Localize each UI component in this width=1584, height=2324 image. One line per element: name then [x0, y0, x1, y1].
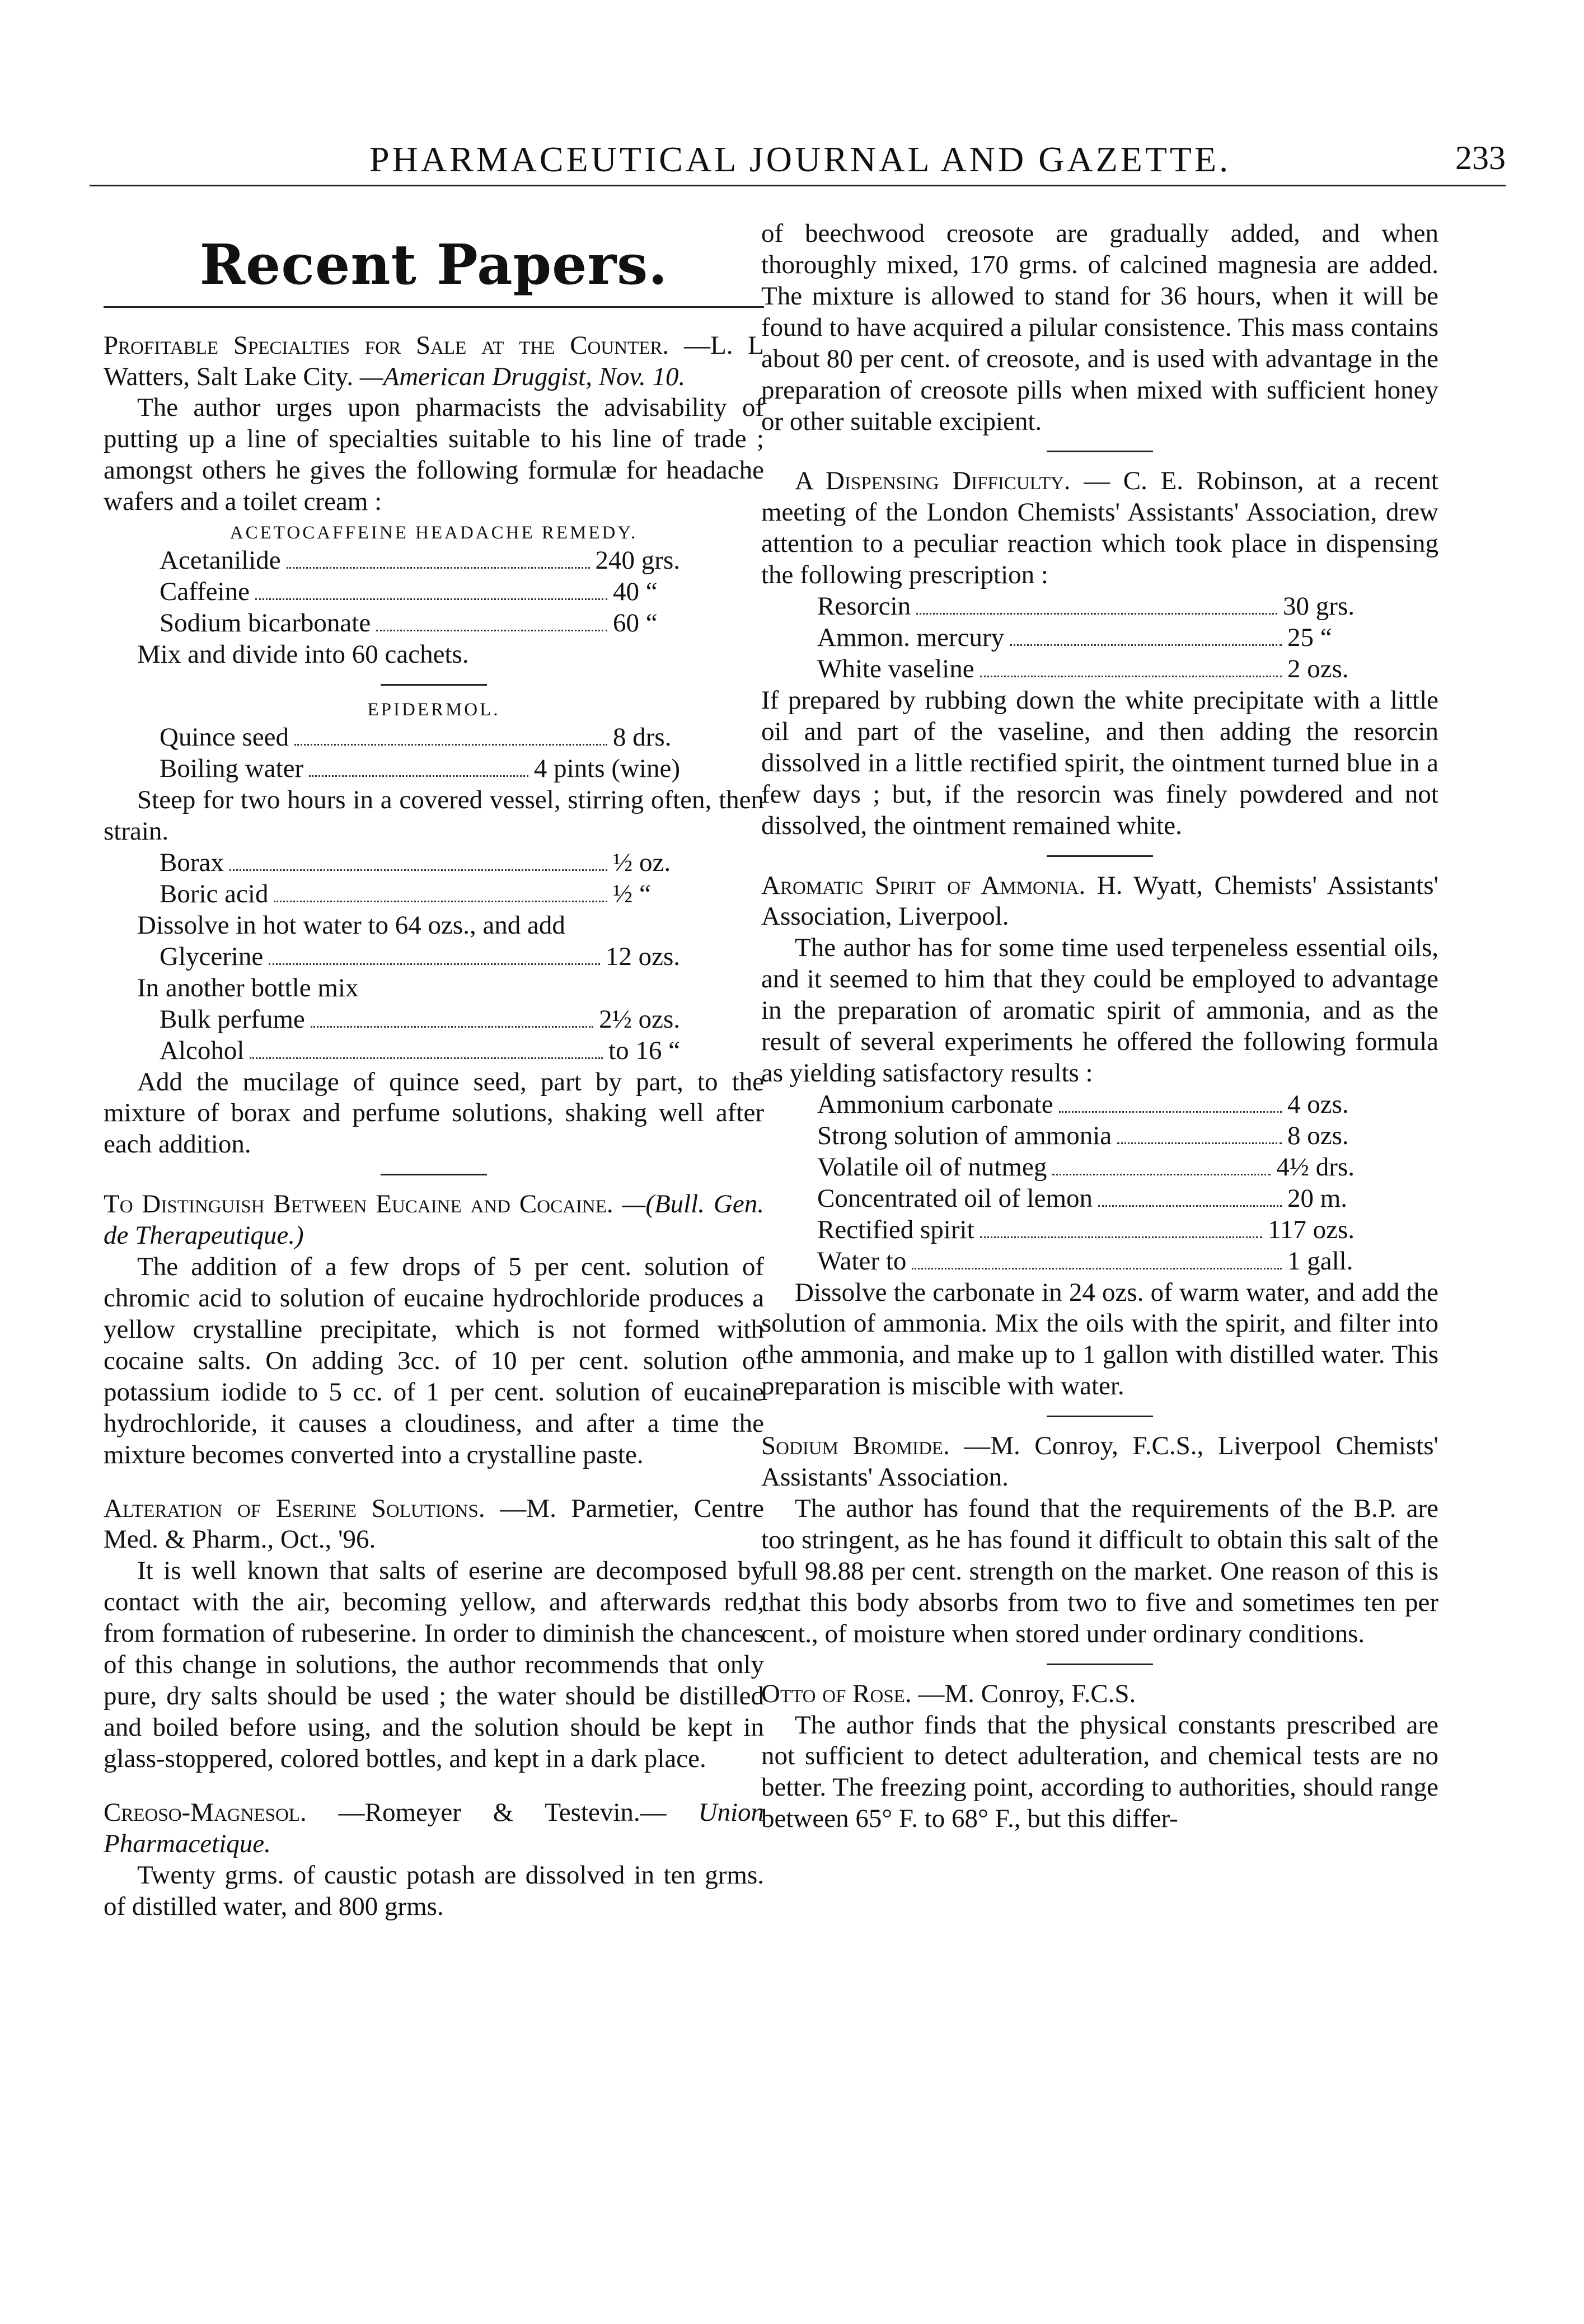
article-paragraph: Twenty grms. of caustic potash are dissolved in ten grms. of distilled water, and 800 grms.	[104, 1860, 764, 1921]
formula-ingredient: Quince seed	[160, 723, 289, 752]
formula-list	[104, 1004, 764, 1067]
formula-row	[817, 654, 1355, 685]
formula-quantity: to 16 “	[608, 1036, 680, 1065]
section-title-rule	[104, 306, 764, 308]
formula-row	[160, 1036, 680, 1067]
formula-instruction: Dissolve in hot water to 64 ozs., and add	[137, 910, 565, 940]
formula-row	[160, 847, 680, 879]
formula-row	[160, 879, 680, 910]
formula-quantity: 8 drs.	[613, 723, 672, 752]
running-header	[90, 139, 1506, 189]
dot-leader	[311, 1026, 593, 1028]
formula-quantity: 2½ ozs.	[599, 1004, 680, 1034]
dot-leader	[287, 567, 590, 569]
dot-leader	[980, 676, 1282, 677]
formula-ingredient: Volatile oil of nutmeg	[817, 1152, 1047, 1182]
formula-row	[817, 1152, 1355, 1183]
formula-row	[817, 591, 1355, 622]
formula-row	[817, 1246, 1355, 1277]
formula-list	[104, 545, 764, 639]
article-paragraph: The author finds that the physical constants prescribed are not sufficient to detect adulteration, and chemical tests are no better. The freezing point, according to authorities, should range between 65° F. to 68° F., but this differ-	[761, 1710, 1438, 1834]
article-heading	[761, 466, 1438, 591]
page-number: 233	[1455, 139, 1506, 176]
article-paragraph: It is well known that salts of eserine are decomposed by contact with the air, becoming yellow, and afterwards red, from formation of rubeserine. In order to diminish the chances of this change in solutions, the author recommends that only pure, dry salts should be used ; the water should be distilled and boiled before using, and the solution should be kept in glass-stoppered, colored bottles, and kept in a dark place.	[104, 1556, 764, 1773]
dot-leader	[309, 775, 528, 777]
formula-quantity: 4 ozs.	[1287, 1089, 1349, 1119]
dot-leader	[1059, 1111, 1282, 1113]
formula-row	[160, 577, 680, 608]
formula-quantity: 4½ drs.	[1276, 1152, 1355, 1182]
formula-heading: ACETOCAFFEINE HEADACHE REMEDY.	[229, 523, 638, 543]
dot-leader	[250, 1057, 603, 1059]
formula-row	[160, 753, 680, 785]
article-title: Profitable Specialties for Sale at the Counter.	[104, 330, 669, 360]
article-byline: —Romeyer & Testevin.—	[338, 1797, 667, 1827]
dot-leader	[1052, 1174, 1271, 1175]
separator-rule	[1047, 855, 1153, 857]
section-gap	[104, 1471, 764, 1493]
formula-quantity: 40 “	[613, 577, 658, 607]
formula-ingredient: Sodium bicarbonate	[160, 608, 371, 638]
dot-leader	[229, 869, 607, 871]
article-heading	[104, 1797, 764, 1860]
formula-row	[160, 722, 680, 753]
formula-quantity: 4 pints (wine)	[533, 754, 680, 784]
formula-ingredient: Boric acid	[160, 879, 269, 908]
formula-ingredient: Rectified spirit	[817, 1215, 974, 1244]
article-byline: —L. L Watters, Salt Lake City.	[104, 330, 765, 391]
formula-row	[817, 1183, 1355, 1215]
article-sodium-bromide	[761, 1431, 1438, 1650]
formula-list	[761, 1089, 1438, 1277]
formula-ingredient: Concentrated oil of lemon	[817, 1183, 1093, 1213]
article-byline: —M. Conroy, F.C.S., Liverpool Chemists' Assistants' Association.	[761, 1431, 1439, 1492]
article-paragraph: The author has found that the requirements of the B.P. are too stringent, as he has found it difficult to obtain this salt of the full 98.88 per cent. strength on the market. One reason of this is that this body absorbs from two to five and sometimes ten per cent., of moisture when stored under ordinary conditions.	[761, 1494, 1438, 1648]
article-dispensing-difficulty	[761, 466, 1438, 841]
article-eucaine-cocaine	[104, 1189, 764, 1470]
formula-row	[160, 1004, 680, 1036]
formula-list	[104, 847, 764, 910]
formula-row	[817, 1121, 1355, 1152]
formula-ingredient: Boiling water	[160, 754, 304, 784]
formula-ingredient: Caffeine	[160, 577, 250, 607]
formula-row	[160, 608, 680, 639]
article-paragraph: If prepared by rubbing down the white precipitate with a little oil and part of the vaseline, and then adding the resorcin dissolved in a little rectified spirit, the ointment turned blue in a few days ; but, if the resorcin was finely powdered and not dissolved, the ointment remained white.	[761, 685, 1438, 840]
formula-list	[104, 941, 764, 973]
article-aromatic-spirit	[761, 870, 1438, 1403]
dot-leader	[294, 744, 607, 746]
article-paragraph: The addition of a few drops of 5 per cent. solution of chromic acid to solution of eucaine hydrochloride produces a yellow crystalline precipitate, which is not formed with cocaine salts. On adding 3cc. of 10 per cent. solution of potassium iodide to 5 cc. of 1 per cent. solution of eucaine hydrochloride, it causes a cloudiness, and after a time the mixture becomes converted into a crystalline paste.	[104, 1252, 764, 1469]
separator-rule	[381, 1174, 487, 1175]
formula-row	[160, 545, 680, 577]
article-paragraph: — C. E. Robinson, at a recent meeting of the London Chemists' Assistants' Association, drew attention to a peculiar reaction which took place in dispensing the following prescription :	[761, 466, 1438, 590]
article-title: To Distinguish Between Eucaine and Cocaine.	[104, 1189, 613, 1219]
formula-ingredient: Bulk perfume	[160, 1004, 305, 1034]
article-byline: —M. Conroy, F.C.S.	[918, 1679, 1136, 1708]
formula-ingredient: Resorcin	[817, 592, 911, 621]
formula-ingredient: White vaseline	[817, 654, 974, 683]
article-title: Alteration of Eserine Solutions.	[104, 1493, 485, 1523]
right-column	[761, 218, 1438, 1835]
dot-leader	[980, 1236, 1262, 1238]
article-heading	[761, 870, 1438, 933]
formula-instruction: In another bottle mix	[137, 973, 359, 1002]
formula-quantity: 1 gall.	[1287, 1246, 1353, 1276]
formula-quantity: 25 “	[1287, 623, 1332, 653]
formula-ingredient: Water to	[817, 1246, 907, 1276]
formula-quantity: 8 ozs.	[1287, 1121, 1349, 1150]
formula-quantity: ½ “	[613, 879, 651, 908]
dot-leader	[255, 598, 607, 600]
article-eserine-solutions	[104, 1493, 764, 1775]
article-heading	[104, 330, 764, 393]
article-paragraph: Dissolve the carbonate in 24 ozs. of warm water, and add the solution of ammonia. Mix the oils with the spirit, and filter into the ammonia, and make up to 1 gallon with distilled water. This preparation is miscible with water.	[761, 1277, 1438, 1401]
article-heading	[104, 1189, 764, 1252]
section-gap	[104, 1775, 764, 1797]
formula-ingredient: Ammonium carbonate	[817, 1089, 1053, 1119]
formula-instruction: Steep for two hours in a covered vessel, stirring often, then strain.	[104, 785, 764, 846]
article-creoso-magnesol	[104, 1797, 764, 1923]
formula-ingredient: Glycerine	[160, 941, 264, 971]
left-column	[104, 218, 764, 1923]
article-title: Sodium Bromide.	[761, 1431, 950, 1461]
formula-quantity: 240 grs.	[595, 546, 680, 575]
article-paragraph: The author urges upon pharmacists the advisability of putting up a line of specialties suitable to his line of trade ; amongst others he gives the following formulæ for headache wafers and a toilet cream :	[104, 393, 764, 517]
article-heading	[761, 1431, 1438, 1493]
article-title: Otto of Rose.	[761, 1679, 912, 1708]
article-byline: H. Wyatt, Chemists' Assistants' Association, Liverpool.	[761, 870, 1438, 931]
article-continuation: of beechwood creosote are gradually added, and when thoroughly mixed, 170 grms. of calcined magnesia are added. The mixture is allowed to stand for 36 hours, when it will be found to have acquired a pilular consistence. This mass contains about 80 per cent. of creosote, and is used with advantage in the preparation of creosote pills when mixed with sufficient honey or other suitable excipient.	[761, 219, 1438, 436]
article-profitable-specialties	[104, 330, 764, 1161]
formula-quantity: 30 grs.	[1283, 592, 1355, 621]
dot-leader	[376, 630, 607, 631]
dot-leader	[916, 613, 1277, 615]
header-rule	[90, 185, 1506, 186]
article-source: Union Pharmacetique.	[104, 1797, 765, 1858]
article-byline: —M. Parmetier, Centre Med. & Pharm., Oct., '96.	[104, 1493, 765, 1554]
formula-quantity: 20 m.	[1287, 1183, 1348, 1213]
formula-ingredient: Alcohol	[160, 1036, 245, 1065]
separator-rule	[381, 684, 487, 686]
separator-rule	[1047, 451, 1153, 452]
dot-leader	[269, 963, 600, 965]
formula-ingredient: Acetanilide	[160, 546, 281, 575]
separator-rule	[1047, 1664, 1153, 1665]
formula-quantity: 2 ozs.	[1287, 654, 1349, 683]
article-title: Creoso-Magnesol.	[104, 1797, 307, 1827]
section-title: Recent Papers.	[199, 233, 668, 297]
formula-list	[761, 591, 1438, 685]
article-heading	[761, 1679, 1438, 1710]
formula-ingredient: Borax	[160, 848, 224, 878]
formula-quantity: 117 ozs.	[1268, 1215, 1355, 1244]
article-paragraph: The author has for some time used terpeneless essential oils, and it seemed to him that they could be employed to advantage in the preparation of aromatic spirit of ammonia, and as the result of several experiments he offered the following formula as yielding satisfactory results :	[761, 933, 1438, 1088]
dot-leader	[912, 1268, 1282, 1269]
article-title: A Dispensing Difficulty.	[795, 466, 1071, 496]
formula-quantity: 12 ozs.	[605, 941, 680, 971]
formula-list	[104, 722, 764, 785]
article-source: —(Bull. Gen. de Therapeutique.)	[104, 1189, 764, 1250]
formula-row	[817, 1089, 1355, 1121]
article-title: Aromatic Spirit of Ammonia.	[761, 870, 1086, 900]
dot-leader	[1010, 644, 1282, 646]
dot-leader	[1117, 1142, 1282, 1144]
article-source: —American Druggist, Nov. 10.	[359, 362, 686, 391]
formula-row	[160, 941, 680, 973]
formula-quantity: 60 “	[613, 608, 658, 638]
formula-row	[817, 622, 1355, 654]
formula-instruction: Add the mucilage of quince seed, part by part, to the mixture of borax and perfume solutions, shaking well after each addition.	[104, 1067, 764, 1159]
article-heading	[104, 1493, 764, 1556]
dot-leader	[274, 901, 607, 902]
formula-quantity: ½ oz.	[613, 848, 671, 878]
formula-ingredient: Strong solution of ammonia	[817, 1121, 1112, 1150]
formula-ingredient: Ammon. mercury	[817, 623, 1005, 653]
article-otto-of-rose	[761, 1679, 1438, 1835]
formula-heading: EPIDERMOL.	[367, 700, 500, 720]
formula-instruction: Mix and divide into 60 cachets.	[137, 640, 469, 669]
formula-row	[817, 1215, 1355, 1246]
running-title: PHARMACEUTICAL JOURNAL AND GAZETTE.	[369, 139, 1231, 179]
dot-leader	[1098, 1205, 1282, 1207]
separator-rule	[1047, 1416, 1153, 1417]
